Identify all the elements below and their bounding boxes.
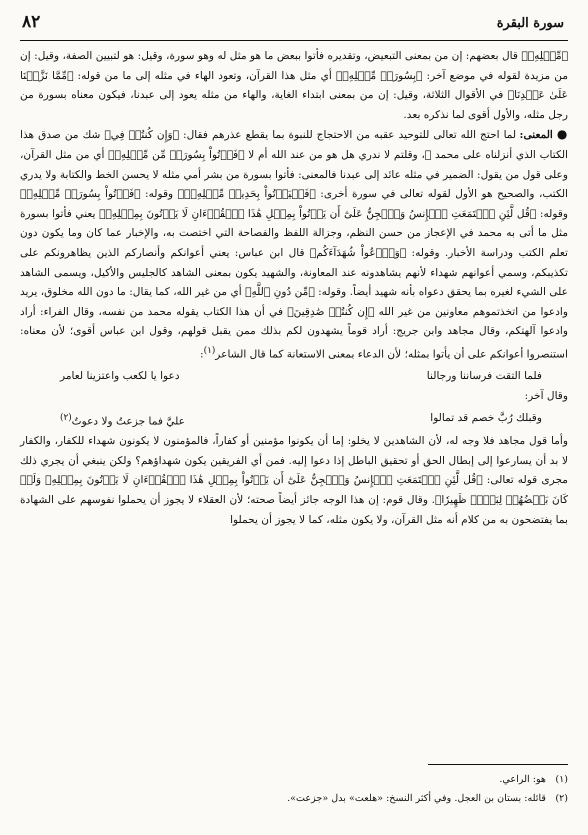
meaning-label: المعنى: xyxy=(519,129,553,142)
poem-2-second-half: عليَّ فما جزعتُ ولا دعوتُ xyxy=(71,415,185,428)
footnote-1 xyxy=(20,770,568,789)
footnote-1-number: (١) xyxy=(555,774,568,785)
meaning-text: لما احتج الله تعالى للتوحيد عقبه من الاحتجاج للنبوة بما يقطع عذرهم فقال: ﴿وَإِن كُنتُمۡ فِي﴾ شك من صدق هذا الكتاب الذي أنزلناه على محمد ﷺ، وقلتم لا ندري هل هو من عند الله أم لا ﴿فَأۡتُواْ بِسُورَةٖ مِّن مِّثۡلِهِۦ﴾ أي من مثل القرآن، وعلى قول من يقول: الضمير في مثله عائد إلى عبدنا فالمعنى: فأتوا بسورة من بشر أمي مثله لا يحسن الخط والكتابة ولا يدري الكتب، والصحيح هو الأول لقوله تعالى في سورة أخرى: ﴿فَلۡيَأۡتُواْ بِحَدِيثٖ مِّثۡلِهِۦٓ﴾ وقوله: ﴿فَأۡتُواْ بِسُورَةٖ مِّثۡلِهِۦ﴾ وقوله: ﴿قُل لَّئِنِ ٱجۡتَمَعَتِ ٱلۡإِنسُ وَٱلۡجِنُّ عَلَىٰٓ أَن يَأۡتُواْ بِمِثۡلِ هَٰذَا ٱلۡقُرۡءَانِ لَا يَأۡتُونَ بِمِثۡلِهِۦ﴾ يعني فأتوا بسورة مثل ما أتى به محمد في الإعجاز من حسن النظم، وجزالة اللفظ والفصاحة التي اختصت به، والإخبار عما كان وما يكون دون تعلم الكتب ودراسة الأخبار. وقوله: ﴿وَٱدۡعُواْ شُهَدَآءَكُم﴾ قال ابن عباس: يعني أعوانكم وأنصاركم الذين يظاهرونكم على تكذيبكم، وسمي أعوانهم شهداء لأنهم يشاهدونه عند المعاونة، والشهيد يكون بمعنى الشاهد كالجليس والأكيل، ويسمى الشاهد على الشيء لغيره بما يحقق دعواه بأنه شهيد أيضاً. وقوله: ﴿مِّن دُونِ ٱللَّهِ﴾ أي من غير الله، كما يقال: ما دون الله مخلوق، يريد وادعوا من اتخذتموهم معاونين من غير الله ﴿إِن كُنتُمۡ صَٰدِقِينَ﴾ في أن هذا الكتاب يقوله محمد من نفسه، وقال الفراء: أراد وادعوا آلهتكم، وقال مجاهد وابن جريج: أراد قوماً يشهدون لكم بذلك ممن يقبل قولهم، وقول ابن عباس أقوى؛ لأن معناه: استنصروا أعوانكم على أن يأتوا بمثله؛ لأن الدعاء بمعنى الاستعانة كما قال الشاعر xyxy=(20,129,568,361)
sura-title: سورة البقرة xyxy=(496,16,564,31)
poem-2-first-half: وقبلك رُبَّ خصم قد تمالوا xyxy=(430,411,542,424)
poem-1-second-half: دعوا يا لكعب واعتزينا لعامر xyxy=(60,370,180,383)
bullet-icon: ● xyxy=(556,127,568,142)
footnotes xyxy=(20,770,568,808)
poem-verse-1 xyxy=(20,365,568,387)
poem-1-first-half: فلما التقت فرساننا ورجالنا xyxy=(426,370,542,383)
other-poet-label: وقال آخر: xyxy=(524,390,568,403)
book-page xyxy=(20,12,568,824)
page-header xyxy=(20,12,568,41)
footnote-mark-1: (١) xyxy=(203,345,216,356)
poem-2-second-half-wrap xyxy=(60,407,185,433)
page-number: ٨٢ xyxy=(22,12,41,32)
footnote-1-text: هو: الراعي. xyxy=(499,774,546,785)
footnote-2 xyxy=(20,789,568,808)
paragraph-closing: وأما قول مجاهد فلا وجه له، لأن الشاهدين لا يخلو: إما أن يكونوا مؤمنين أو كفاراً، فالمؤمنون لا يكونون شهداء للكفار، والكفار لا بد أن يسارعوا إلى إبطال الحق أو تحقيق الباطل إذا دعوا إليه. فمن أي الفريقين يكون شهداؤهم؟ ولكن ينبغي أن يجري ذلك مجرى قوله تعالى: ﴿قُل لَّئِنِ ٱجۡتَمَعَتِ ٱلۡإِنسُ وَٱلۡجِنُّ عَلَىٰٓ أَن يَأۡتُواْ بِمِثۡلِ هَٰذَا ٱلۡقُرۡءَانِ لَا يَأۡتُونَ بِمِثۡلِهِۦ وَلَوۡ كَانَ بَعۡضُهُمۡ لِبَعۡضٖ ظَهِيرٗا﴾. وقال قوم: إن هذا الوجه جائز أيضاً صحته؛ لأن العقلاء لا يجوز أن يحملوا نفوسهم على الشهادة بما يفتضحون به من كلام أنه مثل القرآن، ولا يكون مثله، كما لا يجوز أن يحملوا xyxy=(20,435,568,526)
poem-verse-2 xyxy=(20,407,568,433)
footnote-2-number: (٢) xyxy=(555,793,568,804)
paragraph-intro: ﴿مِّثۡلِهِۦ﴾ قال بعضهم: إن من بمعنى التبعيض، وتقديره فأتوا ببعض ما هو مثل له وهو سورة، وقيل: هو لتبيين الصفة، وقيل: إن من مزيدة لقوله في موضع آخر: ﴿بِسُورَةٖ مِّثۡلِهِۦ﴾ أي مثل هذا القرآن، وتعود الهاء في مثله إلى ما من قوله: ﴿مِّمَّا نَزَّلۡنَا عَلَىٰ عَبۡدِنَا﴾ في الأقوال الثلاثة، وقيل: إن من بمعنى ابتداء الغاية، والهاء من مثله يعود إلى عبدنا، فيكون معناه بسورة من رجل مثله، والأول أقوى لما نذكره بعد. xyxy=(20,50,568,121)
paragraph-meaning: ● المعنى: لما احتج الله تعالى للتوحيد عقبه من الاحتجاج للنبوة بما يقطع عذرهم فقال: ﴿وَإِن كُنتُمۡ فِي﴾ شك من صدق هذا الكتاب الذي أنزلناه على محمد ﷺ، وقلتم لا ندري هل هو من عند الله أم لا ﴿فَأۡتُواْ بِسُورَةٖ مِّن مِّثۡلِهِۦ﴾ أي من مثل القرآن، وعلى قول من يقول: الضمير في مثله عائد إلى عبدنا فالمعنى: فأتوا بسورة من بشر أمي مثله لا يحسن الخط والكتابة ولا يدري الكتب، والصحيح هو الأول لقوله تعالى في سورة أخرى: ﴿فَلۡيَأۡتُواْ بِحَدِيثٖ مِّثۡلِهِۦٓ﴾ وقوله: ﴿فَأۡتُواْ بِسُورَةٖ مِّثۡلِهِۦ﴾ وقوله: ﴿قُل لَّئِنِ ٱجۡتَمَعَتِ ٱلۡإِنسُ وَٱلۡجِنُّ عَلَىٰٓ أَن يَأۡتُواْ بِمِثۡلِ هَٰذَا ٱلۡقُرۡءَانِ لَا يَأۡتُونَ بِمِثۡلِهِۦ﴾ يعني فأتوا بسورة مثل ما أتى به محمد في الإعجاز من حسن النظم، وجزالة اللفظ والفصاحة التي اختصت به، والإخبار عما كان وما يكون دون تعلم الكتب ودراسة الأخبار. وقوله: ﴿وَٱدۡعُواْ شُهَدَآءَكُم﴾ قال ابن عباس: يعني أعوانكم وأنصاركم الذين يظاهرونكم على تكذيبكم، وسمي أعوانهم شهداء لأنهم يشاهدونه عند المعاونة، والشهيد يكون بمعنى الشاهد كالجليس والأكيل، ويسمى الشاهد على الشيء لغيره بما يحقق دعواه بأنه شهيد أيضاً. وقوله: ﴿مِّن دُونِ ٱللَّهِ﴾ أي من غير الله، كما يقال: ما دون الله مخلوق، يريد وادعوا من اتخذتموهم معاونين من غير الله ﴿إِن كُنتُمۡ صَٰدِقِينَ﴾ في أن هذا الكتاب يقوله محمد من نفسه، وقال الفراء: أراد وادعوا آلهتكم، وقال مجاهد وابن جريج: أراد قوماً يشهدون لكم بذلك ممن يقبل قولهم، وقول ابن عباس أقوى؛ لأن معناه: استنصروا أعوانكم على أن يأتوا بمثله؛ لأن الدعاء بمعنى الاستعانة كما قال الشاعر$^{(١)}$: xyxy=(20,127,568,361)
main-text xyxy=(20,47,568,530)
footnote-separator xyxy=(428,764,568,765)
footnote-mark-2: (٢) xyxy=(60,412,72,423)
footnote-2-text: قائله: بستان بن العجل. وفي أكثر النسخ: «هلعت» بدل «جزعت». xyxy=(287,793,546,804)
